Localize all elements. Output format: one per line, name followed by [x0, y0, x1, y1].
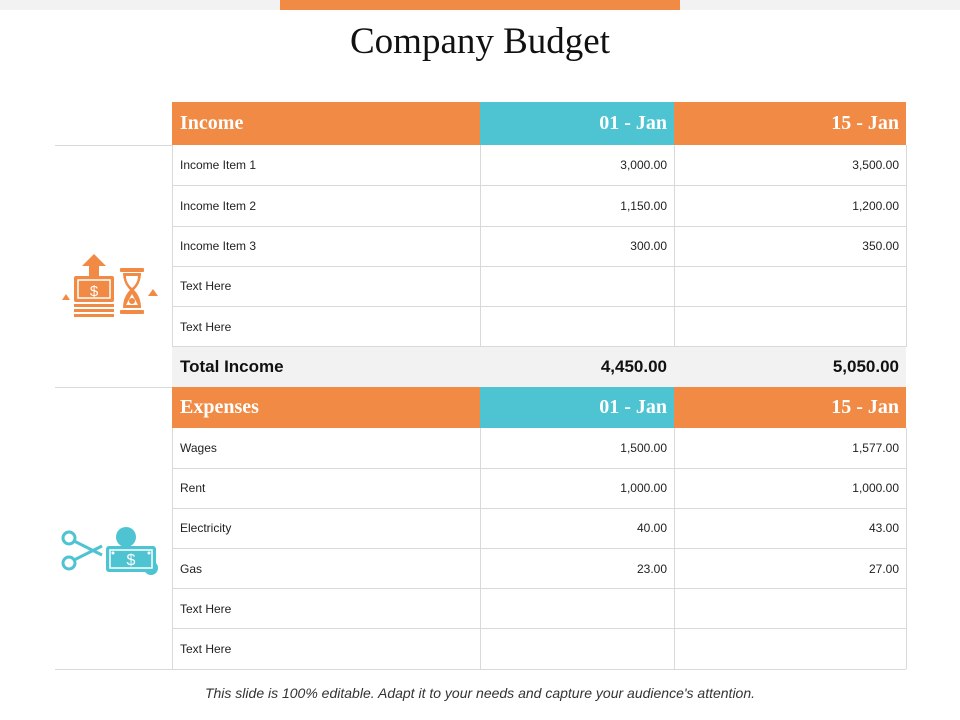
row-value-15-jan	[674, 589, 906, 629]
divider	[172, 468, 906, 469]
divider	[55, 387, 172, 388]
row-value-15-jan: 3,500.00	[852, 158, 899, 172]
divider	[480, 428, 481, 669]
row-value-01-jan: 3,000.00	[620, 158, 667, 172]
row-label: Income Item 1	[180, 158, 257, 172]
total-income-01-jan: 4,450.00	[480, 347, 674, 387]
top-bar-right	[680, 0, 960, 10]
divider	[906, 145, 907, 347]
svg-text:$: $	[126, 552, 136, 569]
row-value-15-jan: 27.00	[868, 561, 899, 576]
divider	[172, 145, 173, 347]
divider	[172, 588, 906, 589]
divider	[55, 145, 172, 146]
divider	[55, 669, 906, 670]
divider	[674, 145, 675, 347]
row-value-15-jan: 43.00	[868, 521, 899, 535]
expenses-header-col2: 15 - Jan	[674, 387, 906, 428]
income-header-col1: 01 - Jan	[480, 102, 674, 145]
row-value-01-jan: 1,000.00	[620, 481, 667, 495]
slide-title: Company Budget	[349, 21, 610, 62]
row-value-01-jan	[480, 629, 674, 669]
row-value-15-jan: 1,200.00	[852, 198, 899, 213]
divider	[172, 226, 906, 227]
row-label: Text Here	[180, 319, 232, 334]
cost-cutting-scissors-icon	[58, 522, 162, 580]
divider	[172, 628, 906, 629]
row-value-15-jan: 1,577.00	[852, 441, 899, 455]
row-label: Electricity	[180, 521, 232, 535]
divider	[172, 185, 906, 186]
divider	[674, 428, 675, 669]
row-value-15-jan	[674, 266, 906, 306]
row-value-15-jan: 1,000.00	[852, 481, 899, 495]
money-growth-hourglass-icon	[58, 250, 162, 320]
expenses-header-col1: 01 - Jan	[480, 387, 674, 428]
row-value-01-jan	[480, 589, 674, 629]
row-value-01-jan: 1,500.00	[620, 441, 667, 455]
divider	[172, 508, 906, 509]
top-bar-left	[0, 0, 280, 10]
row-label: Rent	[180, 481, 206, 495]
total-income-15-jan: 5,050.00	[674, 347, 906, 387]
divider	[906, 428, 907, 669]
row-label: Income Item 3	[180, 239, 257, 253]
row-label: Gas	[180, 561, 203, 576]
row-value-01-jan: 1,150.00	[620, 198, 667, 213]
footer-note: This slide is 100% editable. Adapt it to your needs and capture your audience's attention.	[204, 685, 756, 701]
row-value-15-jan	[674, 629, 906, 669]
row-value-01-jan: 40.00	[636, 521, 667, 535]
divider	[172, 548, 906, 549]
income-header-col2: 15 - Jan	[674, 102, 906, 145]
svg-text:$: $	[89, 283, 99, 300]
row-value-01-jan: 300.00	[630, 239, 667, 253]
total-income-label: Total Income	[172, 347, 480, 387]
divider	[172, 266, 906, 267]
row-label: Income Item 2	[180, 198, 257, 213]
divider	[172, 346, 906, 347]
top-accent-bar	[280, 0, 680, 10]
row-value-15-jan	[674, 306, 906, 347]
row-value-15-jan: 350.00	[862, 239, 899, 253]
row-value-01-jan: 23.00	[636, 561, 667, 576]
row-label: Text Here	[180, 279, 232, 293]
row-label: Text Here	[180, 602, 232, 616]
row-value-01-jan	[480, 306, 674, 347]
row-label: Wages	[180, 441, 217, 455]
divider	[172, 428, 173, 669]
divider	[172, 306, 906, 307]
income-header-label: Income	[172, 102, 480, 145]
row-label: Text Here	[180, 642, 232, 656]
row-value-01-jan	[480, 266, 674, 306]
divider	[480, 145, 481, 347]
expenses-header-label: Expenses	[172, 387, 480, 428]
